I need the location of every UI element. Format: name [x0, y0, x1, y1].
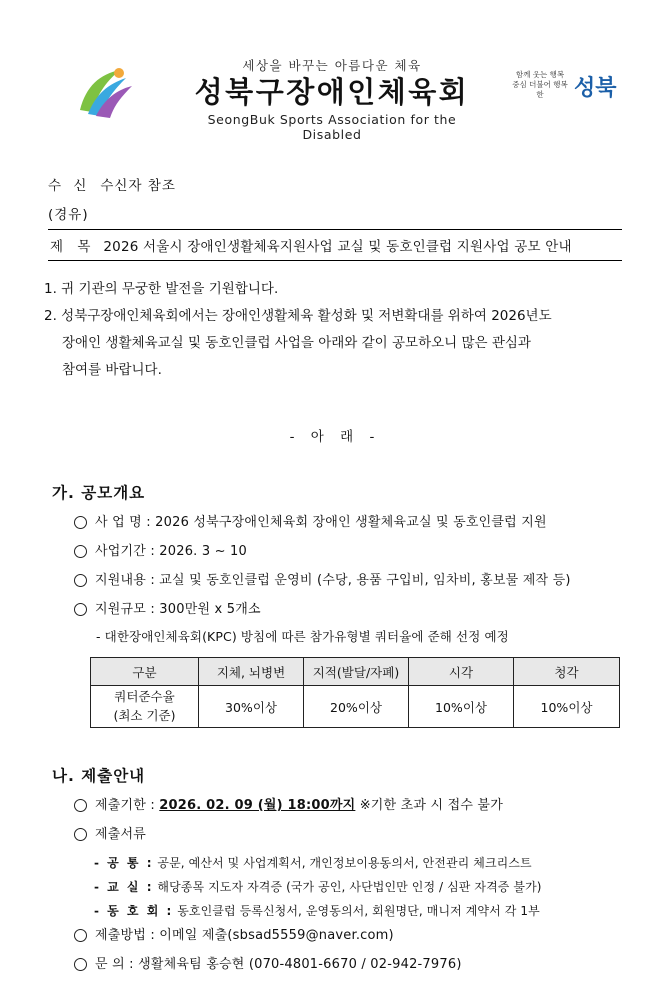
org-name-en: SeongBuk Sports Association for the Disabled [207, 111, 457, 142]
section-a-item-2: 지원내용 : 교실 및 동호인클럽 운영비 (수당, 용품 구입비, 임차비, 홍보물 제작 등) [95, 573, 571, 589]
address-subject-block [48, 174, 622, 261]
subject-label: 제 목 [50, 239, 96, 255]
documents-label: 제출서류 [95, 826, 147, 842]
circle-bullet-icon [74, 828, 87, 841]
quota-row-label-line2: (최소 기준) [113, 707, 176, 723]
quota-header-4: 청각 [514, 658, 620, 686]
circle-bullet-icon [74, 603, 87, 616]
inquiry-row: 문 의 : 생활체육팀 홍승현 (070-4801-6670 / 02-942-7976) [95, 957, 462, 973]
quota-value-0: 30%이상 [199, 686, 304, 727]
section-submission-guide [52, 764, 632, 976]
table-row [91, 686, 620, 727]
list-item [74, 955, 632, 975]
section-a-title: 가. 공모개요 [52, 483, 146, 502]
athlete-swoosh-logo-icon [74, 60, 138, 124]
section-b-title: 나. 제출안내 [52, 766, 146, 785]
doc-row-0 [94, 854, 632, 871]
recipient-value: 수신자 참조 [100, 178, 176, 194]
subject-value: 2026 서울시 장애인생활체육지원사업 교실 및 동호인클럽 지원사업 공모 안내 [103, 239, 572, 255]
gu-logo-name: 성북 [574, 76, 617, 101]
quota-header-0: 구분 [91, 658, 199, 686]
body-item-2: 2. 성북구장애인체육회에서는 장애인생활체육 활성화 및 저변확대를 위하여 2026년도 [44, 307, 552, 324]
quota-table [90, 657, 620, 727]
recipient-row [48, 174, 622, 194]
section-a-note: - 대한장애인체육회(KPC) 방침에 따른 참가유형별 쿼터율에 준해 선정 예정 [96, 629, 509, 645]
quota-header-3: 시각 [409, 658, 514, 686]
section-a-item-0: 사 업 명 : 2026 성북구장애인체육회 장애인 생활체육교실 및 동호인클럽 지원 [95, 514, 547, 530]
arae-divider: - 아 래 - [289, 428, 381, 445]
list-item [74, 600, 632, 620]
body-item-2-line3: 참여를 바랍니다. [62, 361, 162, 378]
list-item [74, 926, 632, 946]
subject-row [48, 229, 622, 261]
quota-value-2: 10%이상 [409, 686, 514, 727]
body-item-2-line2: 장애인 생활체육교실 및 동호인클럽 사업을 아래와 같이 공모하오니 많은 관심과 [62, 334, 531, 351]
organization-title-block [182, 56, 482, 142]
document-header [0, 46, 670, 156]
section-a-item-1: 사업기간 : 2026. 3 ~ 10 [95, 544, 247, 560]
quota-value-1: 20%이상 [304, 686, 409, 727]
doc-row-0-label: - 공 통 : [94, 855, 154, 870]
circle-bullet-icon [74, 516, 87, 529]
circle-bullet-icon [74, 958, 87, 971]
body-paragraphs [44, 277, 624, 383]
circle-bullet-icon [74, 799, 87, 812]
body-item-1: 1. 귀 기관의 무궁한 발전을 기원합니다. [44, 281, 279, 297]
deadline-label: 제출기한 : [95, 797, 160, 813]
deadline-value: 2026. 02. 09 (월) 18:00까지 [159, 797, 356, 813]
quota-row-label [91, 686, 199, 727]
list-item [74, 796, 632, 816]
list-item [74, 825, 632, 845]
seongbuk-gu-logo [512, 68, 622, 108]
list-item [74, 513, 632, 533]
submit-method: 제출방법 : 이메일 제출(sbsad5559@naver.com) [95, 927, 394, 943]
section-gongmo-overview [52, 481, 632, 728]
org-name: 성북구장애인체육회 [194, 75, 470, 109]
quota-header-1: 지체, 뇌병변 [199, 658, 304, 686]
via-row: (경유) [48, 207, 89, 223]
org-slogan: 세상을 바꾸는 아름다운 체육 [242, 58, 422, 73]
doc-row-2 [94, 902, 632, 919]
quota-header-2: 지적(발달/자폐) [304, 658, 409, 686]
list-item [74, 571, 632, 591]
gu-logo-slogan: 함께 웃는 행복 중심 더불어 행복한 [512, 70, 568, 100]
document-page [0, 46, 670, 1005]
circle-bullet-icon [74, 929, 87, 942]
quota-row-label-line1: 쿼터준수율 [114, 689, 175, 705]
doc-row-1-label: - 교 실 : [94, 879, 154, 894]
doc-row-1-value: 해당종목 지도자 자격증 (국가 공인, 사단법인만 인정 / 심판 자격증 불가) [157, 879, 542, 894]
doc-row-2-value: 동호인클럽 등록신청서, 운영동의서, 회원명단, 매니저 계약서 각 1부 [177, 903, 540, 918]
circle-bullet-icon [74, 574, 87, 587]
doc-row-0-value: 공문, 예산서 및 사업계획서, 개인정보이용동의서, 안전관리 체크리스트 [157, 855, 532, 870]
table-header-row [91, 658, 620, 686]
quota-value-3: 10%이상 [514, 686, 620, 727]
deadline-row [95, 796, 632, 816]
circle-bullet-icon [74, 545, 87, 558]
doc-row-1 [94, 878, 632, 895]
doc-row-2-label: - 동 호 회 : [94, 903, 174, 918]
list-item [74, 542, 632, 562]
deadline-suffix: ※기한 초과 시 접수 불가 [355, 797, 503, 813]
recipient-label: 수 신 [48, 178, 91, 194]
section-a-item-3: 지원규모 : 300만원 x 5개소 [95, 602, 261, 618]
